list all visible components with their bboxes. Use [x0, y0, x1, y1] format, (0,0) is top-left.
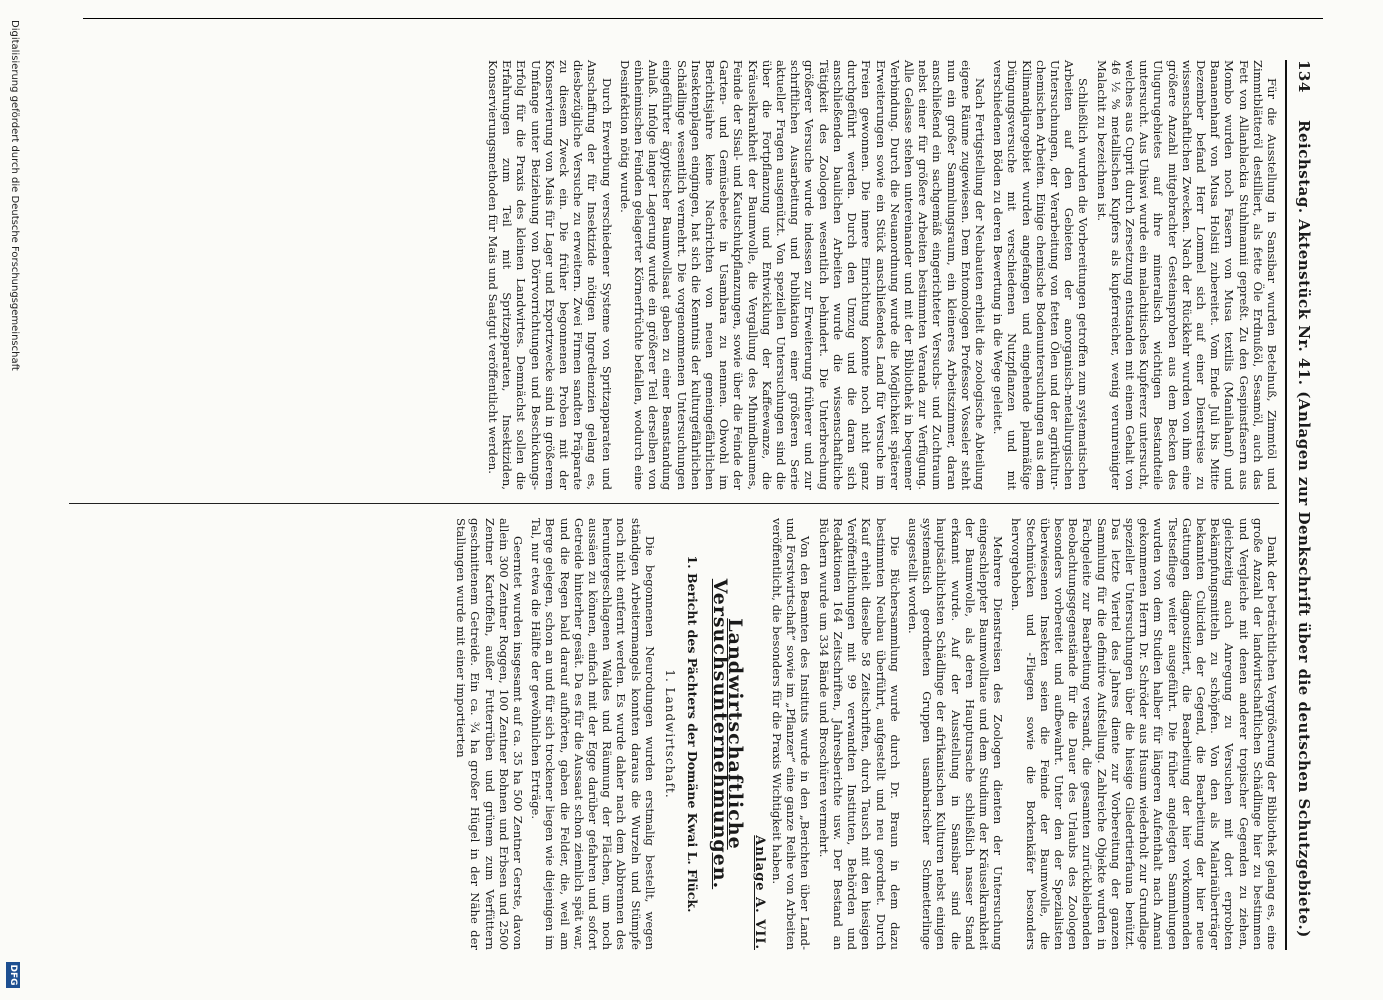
- paragraph: Mehrere Dienstreisen des Zoologen dienten der Untersuchung eingeschleppter Baumwolltaue und dem Studium der Kräuselkrankheit der Baumwolle, als deren Hauptursache schließlich nasser Stand erkannt wurde. Auf der Ausstellung in Sansibar sind die hauptsächlichsten Schädlinge der afrikanischen Kulturen nebst einigen systematisch geordneten Gruppen usambarischer Schmetterlinge ausgestellt worden.: [905, 518, 1006, 950]
- appendix-label: Anlage A. VII.: [751, 835, 767, 950]
- paragraph: Die Büchersammlung wurde durch Dr. Braun in dem dazu bestimmten Neubau überführt, aufgestellt und neu geordnet. Durch Kauf erhielt dieselbe 58 Zeitschriften, durch Tausch mit den hiesigen Veröffentlichungen mit 99 verwandten Instituten, Behörden und Redaktionen 164 Zeitschriften, Jahresberichte usw. Der Bestand an Büchern wurde um 334 Bände und Broschüren vermehrt.: [816, 518, 902, 950]
- left-column: [482, 60, 1279, 490]
- paragraph: Die begonnenen Neurodungen wurden erstmalig bestellt, wegen ständigen Arbeitermangels konnten daraus die Wurzeln und Stümpfe noch nicht entfernt werden. Es wurde daher nach dem Abbrennen des heruntergeschlagenen Waldes und Räumung der Flächen, um noch aussäen zu können, einfach mit der Egge darüber gefahren und sofort Getreide hinterher gesät. Da es für die Aussaat schon ziemlich spät war, und die Regen bald darauf aufhörten, gaben die Felder, die, weil am Berge gelegen, schon an und für sich trockener liegen wie diejenigen im Tal, nur etwa die Hälfte der gewöhnlichen Erträge.: [529, 518, 657, 950]
- page-number: 134: [1295, 60, 1313, 93]
- header-rule: [1285, 60, 1287, 950]
- paragraph: Von den Beamten des Instituts wurde in den „Berichten über Land- und Forstwirtschaft“ sowie im „Pflanzer“ eine ganze Reihe von Arbeiten veröffentlicht, die besonders für die Praxis Wichtigkeit haben.: [770, 518, 813, 950]
- paragraph: Dank der beträchtlichen Vergrößerung der Bibliothek gelang es, eine große Anzahl der landwirtschaftlichen Schädlinge hier zu bestimmen und Vergleiche mit denen anderer tropischer Gegenden zu ziehen, gleichzeitig auch Anregung zu Versuchen mit dort erprobten Bekämpfungsmitteln zu schöpfen. Von den als Malariaüberträger bekannten Culiciden der Gegend, die Bearbeitung der hier neue Gattungen diagnostiziert, die Bearbeitung der hier vorkommenden Tsetsefliege weiter ausgeführt. Die früher angelegten Sammlungen wurden von dem Studien halber für längeren Aufenthalt nach Amani gekommenen Herrn Dr. Schröder aus Husum wiederholt zur Grundlage spezieller Untersuchungen über die hiesige Gliedertierfauna benützt. Das letzte Viertel des Jahres diente zur Vorbereitung der ganzen Sammlung für die definitive Aufstellung. Zahlreiche Objekte wurden in Fachgeleite zur Bearbeitung versandt, die gesamten zurückbleibenden Beobachtungsgegenstände für die Dauer des Urlaubs des Zoologen besonders vorbereitet und aufbewahrt. Unter den der Spezialisten überwiesenen Insekten seien die Feinde der Baumwolle, die Stechmücken und -Fliegen sowie die Borkenkäfer besonders hervorgehoben.: [1009, 518, 1279, 950]
- right-column: [450, 518, 1279, 950]
- paragraph: Nach Fertigstellung der Neubauten erhielt die zoologische Abteilung eigene Räume zugewiesen. Dem Entomologen Professor Vosseler steht nun ein großer Sammlungsraum, ein kleineres Arbeitszimmer, daran anschließend ein sachgemäß eingerichteter Versuchs- und Zuchtraum nebst einer für größere Arbeiten bestimmten Veranda zur Verfügung. Alle Gelasse stehen untereinander und mit der Bibliothek in bequemer Verbindung. Durch die Neuanordnung wurde die Möglichkeit späterer Erweiterungen sowie ein Stück anschließendes Land für Versuche im Freien gewonnen. Die innere Einrichtung konnte noch nicht ganz durchgeführt werden. Durch den Umzug und die daran sich anschließenden baulichen Arbeiten wurde die wissenschaftliche Tätigkeit des Zoologen wesentlich behindert. Die Unterbrechung größerer Versuche wurde indessen zur Erweiterung früherer und zur schriftlichen Ausarbeitung und Publikation einer größeren Serie aktueller Fragen ausgenützt. Von speziellen Untersuchungen sind die über die Fortpflanzung und Entwicklung der Kaffeewanze, die Kräuselkrankheit der Baumwolle, die Vergallung des Mhnindbaumes, Feinde der Sisal- und Kautschukpflanzungen, sowie über die Feinde der Garten- und Gemüsebeete in Usambara zu nennen. Obwohl im Berichtsjahre keine Nachrichten von neuen gemeingefährlichen Insektenplagen eingingen, hat sich die Kenntnis der kulturgefährlichen Schädlinge wesentlich vermehrt. Die vorgenommenen Untersuchungen eingeführter ägyptischer Baumwollsaat gaben zu einer Beanstandung Anlaß. Infolge langer Lagerung wurde ein größerer Teil derselben von einheimischen Feinden gelagerter Körnerfrüchte befallen, wodurch eine Desinfektion nötig wurde.: [617, 60, 987, 490]
- digitization-note: Digitalisierung gefördert durch die Deutsche Forschungsgemeinschaft: [9, 20, 20, 371]
- paragraph: Für die Ausstellung in Sansibar wurden Betelnuß, Zimmtöl und Zimmtblätteröl destilliert, als fette Öle Erdnußöl, Sesamöl, auch das Fett von Allanblackia Stuhlmannii gepreßt. Zu den Gespinstfasern aus Mombo wurden noch Fasern von Musa textilis (Manilahanf) und Bananenhanf von Musa Holstii zubereitet. Vom Ende Juli bis Mitte Dezember befand Herr Lommel sich auf einer Dienstreise zu wissenschaftlichen Zwecken. Nach der Rückkehr wurden von ihm eine größere Anzahl mitgebrachter Gesteinsproben aus dem Becken des Ulugurugebietes auf ihre mineralisch wichtigen Bestandteile untersucht. Aus Uhiswi wurde ein malachitisches Kupfererz untersucht, welches aus Cuprit durch Zersetzung entstanden mit einem Gehalt von 46 ½ % metallischen Kupfers als kupferreicher, wenig verunreinigter Malachit zu bezeichnen ist.: [1094, 60, 1279, 490]
- page-header: [1289, 60, 1313, 950]
- column-divider: [69, 503, 1279, 504]
- subsection-title: 1. Bericht des Pächters der Domäne Kwai L. Flück.: [685, 555, 701, 913]
- paragraph: Durch Erwerbung verschiedener Systeme von Spritzapparaten und Anschaffung der für Insektizide nötigen Ingredienzien gelang es, diesbezügliche Versuche zu erweitern. Zwei Firmen sandten Präparate zu diesem Zweck ein. Die früher begonnenen Proben mit der Konservierung von Mais für Lager und Exportzwecke sind in größerem Umfange unter Beiziehung von Dörrvorrichtungen und Beschickungs-Erfolg für die Praxis des kleinen Landwirtes. Demnächst sollen die Erfahrungen zum Teil mit Spritzapparaten, Insektiziden, Konservierungsmethoden für Mais und Saatgut veröffentlicht werden.: [486, 60, 614, 490]
- paragraph: Schließlich wurden die Vorbereitungen getroffen zum systematischen Arbeiten auf den Gebieten der anorganisch-metallurgischen Untersuchungen, der Verarbeitung von fetten Ölen und der agrikultur-chemischen Arbeiten. Einige chemische Bodenuntersuchungen aus dem Kilimandjarogebiet wurden angefangen und eingehende planmäßige Düngungsversuche mit verschiedenen Nutzpflanzen und mit verschiedenen Böden zu deren Bewertung in die Wege geleitet.: [991, 60, 1091, 490]
- dfg-logo: DFG: [6, 962, 20, 988]
- running-title: Reichstag. Aktenstück Nr. 41. (Anlagen zur Denkschrift über die deutschen Schutzgebiete.): [1295, 120, 1313, 938]
- paragraph: Geerntet wurden insgesamt auf ca. 35 ha 500 Zentner Gerste, davon allein 300 Zentner Roggen, 100 Zentner Bohnen und Erbsen und 2500 Zentner Kartoffeln, außer Futterrüben und grünem zum Verfüttern geschnittenem Getreide. Ein ca. ¾ ha großer Hügel in der Nähe der Stallungen wurde mit einer importierten: [454, 518, 526, 950]
- section-title: Landwirtschaftliche Versuchsunternehmungen.: [709, 578, 746, 890]
- subsubsection-title: 1. Landwirtschaft.: [663, 669, 678, 799]
- digitization-footer: [2, 0, 22, 1000]
- scan-edge-line: [83, 18, 1323, 19]
